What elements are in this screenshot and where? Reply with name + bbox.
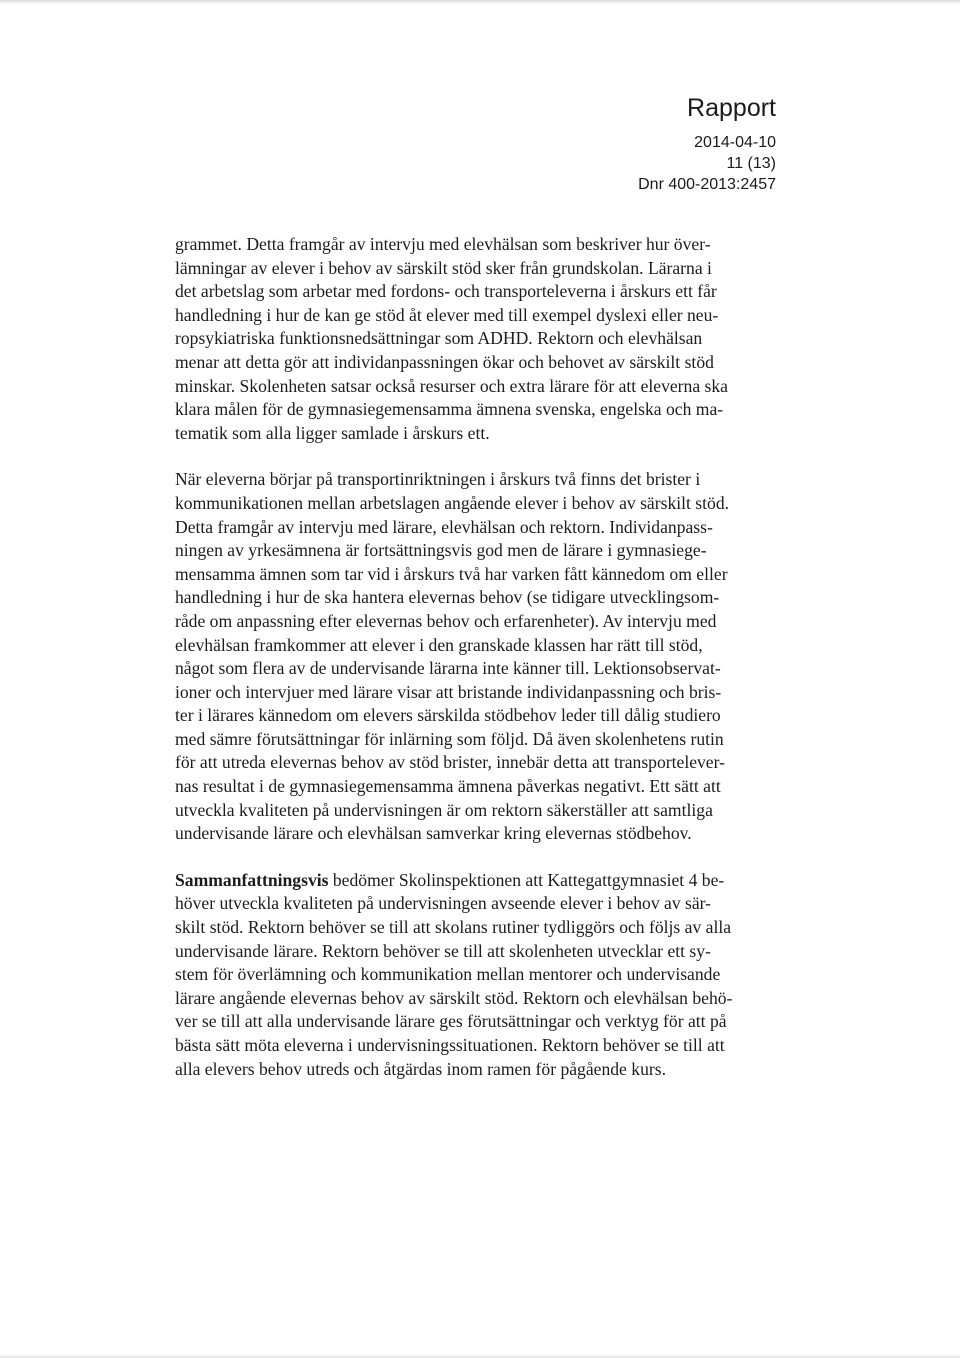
scan-edge-bottom xyxy=(0,1354,960,1358)
text-line: mensamma ämnen som tar vid i årskurs två har varken fått kännedom om eller xyxy=(175,563,728,584)
document-header xyxy=(638,92,776,195)
document-date: 2014-04-10 xyxy=(694,134,776,151)
paragraph-1 xyxy=(175,233,790,445)
text-line: grammet. Detta framgår av intervju med elevhälsan som beskriver hur över- xyxy=(175,234,711,254)
document-type: Rapport xyxy=(687,94,776,122)
summary-lead-word: Sammanfattningsvis xyxy=(175,869,329,890)
text-line: med sämre förutsättningar för inlärning som följd. Då även skolenhetens rutin xyxy=(175,728,724,749)
text-line: minskar. Skolenheten satsar också resurser och extra lärare för att eleverna ska xyxy=(175,375,728,396)
text-line: Detta framgår av intervju med lärare, elevhälsan och rektorn. Individanpass- xyxy=(175,516,713,537)
registration-number: Dnr 400-2013:2457 xyxy=(638,176,776,193)
text-line: tematik som alla ligger samlade i årskurs ett. xyxy=(175,422,490,443)
text-line: stem för överlämning och kommunikation mellan mentorer och undervisande xyxy=(175,964,721,985)
text-line: för att utreda elevernas behov av stöd brister, innebär detta att transportelever- xyxy=(175,752,725,773)
summary-first-line-rest: bedömer Skolinspektionen att Kattegattgymnasiet 4 be- xyxy=(328,869,725,890)
text-line: klara målen för de gymnasiegemensamma ämnena svenska, engelska och ma- xyxy=(175,399,724,420)
page-number: 11 (13) xyxy=(726,155,776,172)
text-line: undervisande lärare och elevhälsan samverkar kring elevernas stödbehov. xyxy=(175,823,692,844)
summary-first-line xyxy=(175,869,790,893)
text-line: skilt stöd. Rektorn behöver se till att skolans rutiner tydliggörs och följs av alla xyxy=(175,917,732,938)
text-line: ter i lärares kännedom om elevers särskilda stödbehov leder till dålig studiero xyxy=(175,705,721,726)
text-line: kommunikationen mellan arbetslagen angående elever i behov av särskilt stöd. xyxy=(175,492,730,513)
paragraph-3 xyxy=(175,869,790,1081)
text-line: det arbetslag som arbetar med fordons- och transporteleverna i årskurs ett får xyxy=(175,281,717,302)
paragraph-gap xyxy=(175,846,790,869)
text-line: nas resultat i de gymnasiegemensamma ämnena påverkas negativt. Ett sätt att xyxy=(175,776,721,797)
text-line: ver se till att alla undervisande lärare ges förutsättningar och verktyg för att på xyxy=(175,1011,727,1032)
paragraph-gap xyxy=(175,445,790,468)
scan-edge-top xyxy=(0,0,960,4)
body-text xyxy=(175,233,790,1081)
text-line: bästa sätt möta eleverna i undervisningssituationen. Rektorn behöver se till att xyxy=(175,1035,725,1055)
text-line: utveckla kvaliteten på undervisningen är om rektorn säkerställer att samtliga xyxy=(175,799,713,820)
text-line: ioner och intervjuer med lärare visar att bristande individanpassning och bris- xyxy=(175,681,722,702)
text-line: elevhälsan framkommer att elever i den granskade klassen har rätt till stöd, xyxy=(175,634,703,655)
text-line: lärare angående elevernas behov av särskilt stöd. Rektorn och elevhälsan behö- xyxy=(175,987,733,1008)
text-line: ropsykiatriska funktionsnedsättningar som ADHD. Rektorn och elevhälsan xyxy=(175,328,703,349)
text-line: menar att detta gör att individanpassningen ökar och behovet av särskilt stöd xyxy=(175,351,714,372)
paragraph-2 xyxy=(175,468,790,846)
text-line: undervisande lärare. Rektorn behöver se till att skolenheten utvecklar ett sy- xyxy=(175,940,711,961)
text-line: När eleverna börjar på transportinriktningen i årskurs två finns det brister i xyxy=(175,469,701,490)
text-line: alla elevers behov utreds och åtgärdas inom ramen för pågående kurs. xyxy=(175,1058,666,1079)
text-line: handledning i hur de kan ge stöd åt elever med till exempel dyslexi eller neu- xyxy=(175,304,719,325)
text-line: lämningar av elever i behov av särskilt stöd sker från grundskolan. Lärarna i xyxy=(175,257,712,278)
text-line: råde om anpassning efter elevernas behov och erfarenheter). Av intervju med xyxy=(175,610,717,631)
text-line: ningen av yrkesämnena är fortsättningsvis god men de lärare i gymnasiege- xyxy=(175,540,707,561)
text-line: något som flera av de undervisande lärarna inte känner till. Lektionsobservat- xyxy=(175,658,721,679)
text-line: höver utveckla kvaliteten på undervisningen avseende elever i behov av sär- xyxy=(175,893,712,914)
text-line: handledning i hur de ska hantera elevernas behov (se tidigare utvecklingsom- xyxy=(175,587,720,608)
